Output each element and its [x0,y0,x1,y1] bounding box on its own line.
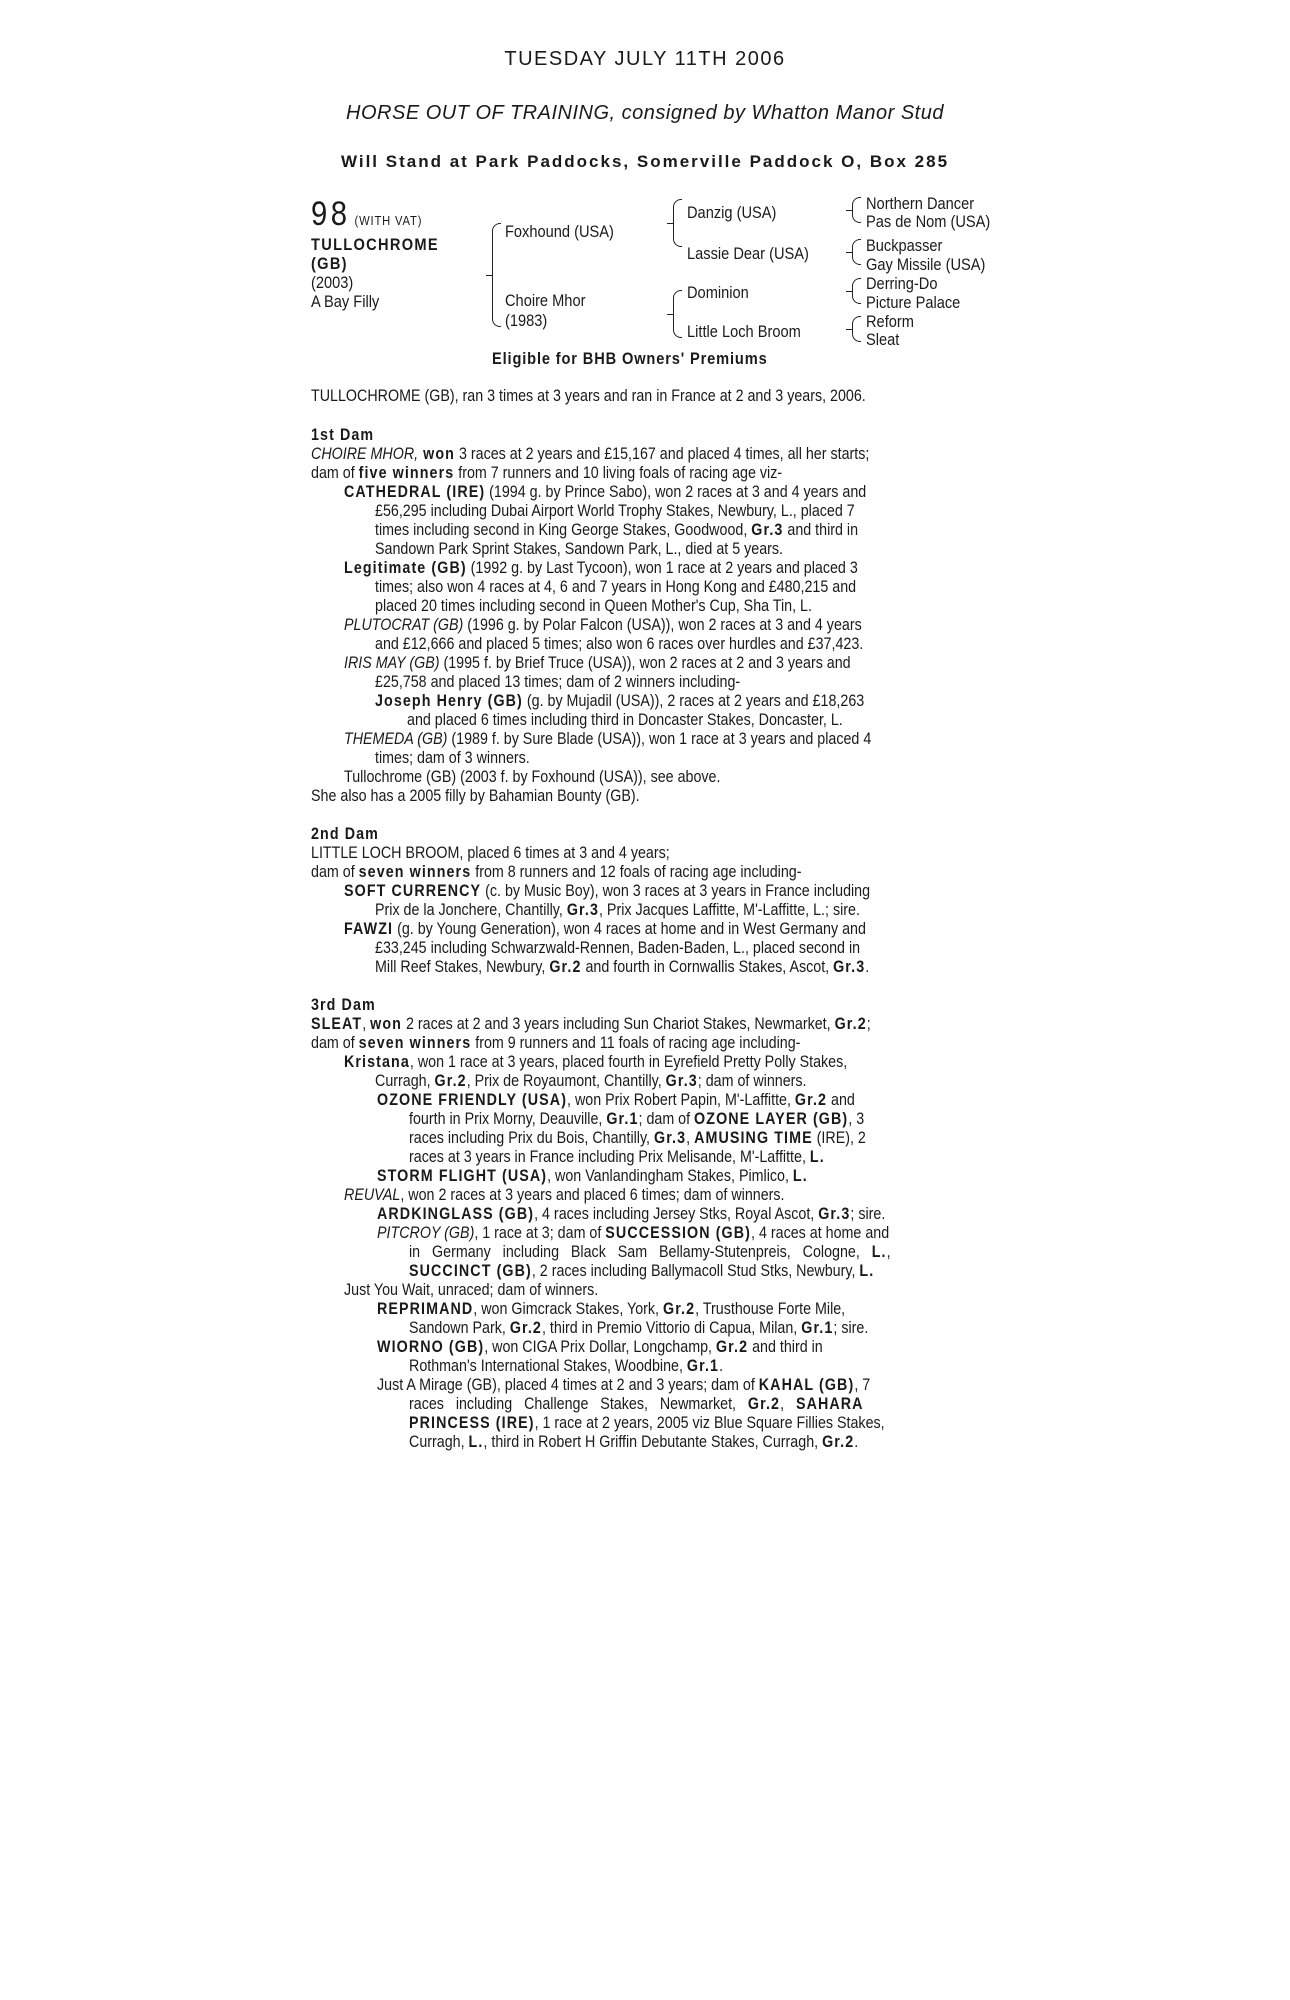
second-dam-line: FAWZI (g. by Young Generation), won 4 races at home and in West Germany and [344,919,866,938]
second-dam-line: Prix de la Jonchere, Chantilly, Gr.3, Prix Jacques Laffitte, M'-Laffitte, L.; sire. [375,900,860,919]
third-dam-line: PRINCESS (IRE), 1 race at 2 years, 2005 viz Blue Square Fillies Stakes, [409,1413,885,1432]
third-dam-line: PITCROY (GB), 1 race at 3; dam of SUCCESSION (GB), 4 races at home and [377,1223,890,1242]
first-dam-line: times including second in King George Stakes, Goodwood, Gr.3 and third in [375,520,859,539]
horse-country: (GB) [311,254,348,273]
first-dam-line: times; also won 4 races at 4, 6 and 7 years in Hong Kong and £480,215 and [375,577,857,596]
pedigree-brace-g3 [852,286,853,296]
first-dam-line: and £12,666 and placed 5 times; also won 6 races over hurdles and £37,423. [375,634,864,653]
consignment-line: HORSE OUT OF TRAINING, consigned by Whatton Manor Stud [346,102,944,124]
vat-note: (WITH VAT) [354,213,423,228]
pedigree-g8: Sleat [866,330,900,349]
first-dam-line: Tullochrome (GB) (2003 f. by Foxhound (USA)), see above. [344,767,721,786]
pedigree-brace-sire [673,207,674,239]
pedigree-brace-g2 [852,247,853,257]
pedigree-brace-g4 [852,324,853,334]
first-dam-line: and placed 6 times including third in Doncaster Stakes, Doncaster, L. [407,710,843,729]
third-dam-line: dam of seven winners from 9 runners and 11 foals of racing age including- [311,1033,801,1052]
third-dam-line: Just A Mirage (GB), placed 4 times at 2 and 3 years; dam of KAHAL (GB), 7 [377,1375,871,1394]
first-dam-line: £56,295 including Dubai Airport World Trophy Stakes, Newbury, L., placed 7 [375,501,855,520]
pedigree-dam-dam: Little Loch Broom [687,322,801,341]
first-dam-line: CHOIRE MHOR, won 3 races at 2 years and £15,167 and placed 4 times, all her starts; [311,444,870,463]
race-summary: TULLOCHROME (GB), ran 3 times at 3 years and ran in France at 2 and 3 years, 2006. [311,386,866,405]
pedigree-brace-g1 [852,205,853,215]
pedigree-sire-dam: Lassie Dear (USA) [687,244,809,263]
lot-number: 98 [311,195,351,233]
third-dam-line: STORM FLIGHT (USA), won Vanlandingham Stakes, Pimlico, L. [377,1166,808,1185]
sale-date: TUESDAY JULY 11TH 2006 [504,48,786,70]
third-dam-line: Kristana, won 1 race at 3 years, placed fourth in Eyrefield Pretty Polly Stakes, [344,1052,848,1071]
third-dam-line: Curragh, Gr.2, Prix de Royaumont, Chantilly, Gr.3; dam of winners. [375,1071,807,1090]
first-dam-line: £25,758 and placed 13 times; dam of 2 winners including- [375,672,741,691]
second-dam-line: LITTLE LOCH BROOM, placed 6 times at 3 and 4 years; [311,843,670,862]
third-dam-line: Just You Wait, unraced; dam of winners. [344,1280,599,1299]
horse-year: (2003) [311,273,354,292]
first-dam-line: She also has a 2005 filly by Bahamian Bounty (GB). [311,786,640,805]
second-dam-line: SOFT CURRENCY (c. by Music Boy), won 3 races at 3 years in France including [344,881,871,900]
second-dam-heading: 2nd Dam [311,824,379,843]
first-dam-line: THEMEDA (GB) (1989 f. by Sure Blade (USA)), won 1 race at 3 years and placed 4 [344,729,872,748]
pedigree-g2: Pas de Nom (USA) [866,212,991,231]
pedigree-g5: Derring-Do [866,274,938,293]
third-dam-line: Rothman's International Stakes, Woodbine, Gr.1. [409,1356,724,1375]
first-dam-line: Joseph Henry (GB) (g. by Mujadil (USA)), 2 races at 2 years and £18,263 [375,691,865,710]
eligibility-note: Eligible for BHB Owners' Premiums [492,349,768,368]
third-dam-line: fourth in Prix Morny, Deauville, Gr.1; dam of OZONE LAYER (GB), 3 [409,1109,865,1128]
first-dam-line: Sandown Park Sprint Stakes, Sandown Park, L., died at 5 years. [375,539,784,558]
first-dam-line: PLUTOCRAT (GB) (1996 g. by Polar Falcon (USA)), won 2 races at 3 and 4 years [344,615,862,634]
third-dam-line: SUCCINCT (GB), 2 races including Ballymacoll Stud Stks, Newbury, L. [409,1261,875,1280]
pedigree-brace-main [492,231,493,319]
horse-name: TULLOCHROME [311,235,439,254]
third-dam-line: races at 3 years in France including Prix Melisande, M'-Laffitte, L. [409,1147,825,1166]
third-dam-line: SLEAT, won 2 races at 2 and 3 years including Sun Chariot Stakes, Newmarket, Gr.2; [311,1014,871,1033]
third-dam-line: races including Challenge Stakes, Newmarket, Gr.2, SAHARA [409,1394,864,1413]
first-dam-line: CATHEDRAL (IRE) (1994 g. by Prince Sabo), won 2 races at 3 and 4 years and [344,482,867,501]
pedigree-sire: Foxhound (USA) [505,222,614,241]
third-dam-line: OZONE FRIENDLY (USA), won Prix Robert Papin, M'-Laffitte, Gr.2 and [377,1090,855,1109]
third-dam-line: WIORNO (GB), won CIGA Prix Dollar, Longchamp, Gr.2 and third in [377,1337,823,1356]
third-dam-line: races including Prix du Bois, Chantilly, Gr.3, AMUSING TIME (IRE), 2 [409,1128,866,1147]
third-dam-line: REUVAL, won 2 races at 3 years and placed 6 times; dam of winners. [344,1185,785,1204]
third-dam-line: Curragh, L., third in Robert H Griffin Debutante Stakes, Curragh, Gr.2. [409,1432,859,1451]
stand-location: Will Stand at Park Paddocks, Somerville Paddock O, Box 285 [340,152,950,171]
pedigree-dam-sire: Dominion [687,283,749,302]
pedigree-g3: Buckpasser [866,236,943,255]
lot-number-line [311,196,422,232]
third-dam-line: REPRIMAND, won Gimcrack Stakes, York, Gr.2, Trusthouse Forte Mile, [377,1299,846,1318]
first-dam-line: Legitimate (GB) (1992 g. by Last Tycoon), won 1 race at 2 years and placed 3 [344,558,858,577]
pedigree-g4: Gay Missile (USA) [866,255,986,274]
horse-description: A Bay Filly [311,292,380,311]
first-dam-line: placed 20 times including second in Queen Mother's Cup, Sha Tin, L. [375,596,812,615]
first-dam-line: IRIS MAY (GB) (1995 f. by Brief Truce (USA)), won 2 races at 2 and 3 years and [344,653,851,672]
pedigree-sire-sire: Danzig (USA) [687,203,777,222]
first-dam-heading: 1st Dam [311,425,375,444]
second-dam-line: £33,245 including Schwarzwald-Rennen, Baden-Baden, L., placed second in [375,938,861,957]
pedigree-dam: Choire Mhor [505,291,586,310]
third-dam-line: ARDKINGLASS (GB), 4 races including Jersey Stks, Royal Ascot, Gr.3; sire. [377,1204,886,1223]
second-dam-line: dam of seven winners from 8 runners and 12 foals of racing age including- [311,862,802,881]
pedigree-g7: Reform [866,312,914,331]
first-dam-line: dam of five winners from 7 runners and 10 living foals of racing age viz- [311,463,783,482]
third-dam-line: in Germany including Black Sam Bellamy-Stutenpreis, Cologne, L., [409,1242,891,1261]
third-dam-heading: 3rd Dam [311,995,376,1014]
pedigree-dam-year: (1983) [505,311,548,330]
first-dam-line: times; dam of 3 winners. [375,748,530,767]
pedigree-brace-dam [673,298,674,330]
second-dam-line: Mill Reef Stakes, Newbury, Gr.2 and fourth in Cornwallis Stakes, Ascot, Gr.3. [375,957,870,976]
pedigree-g1: Northern Dancer [866,194,975,213]
third-dam-line: Sandown Park, Gr.2, third in Premio Vittorio di Capua, Milan, Gr.1; sire. [409,1318,869,1337]
pedigree-g6: Picture Palace [866,293,961,312]
